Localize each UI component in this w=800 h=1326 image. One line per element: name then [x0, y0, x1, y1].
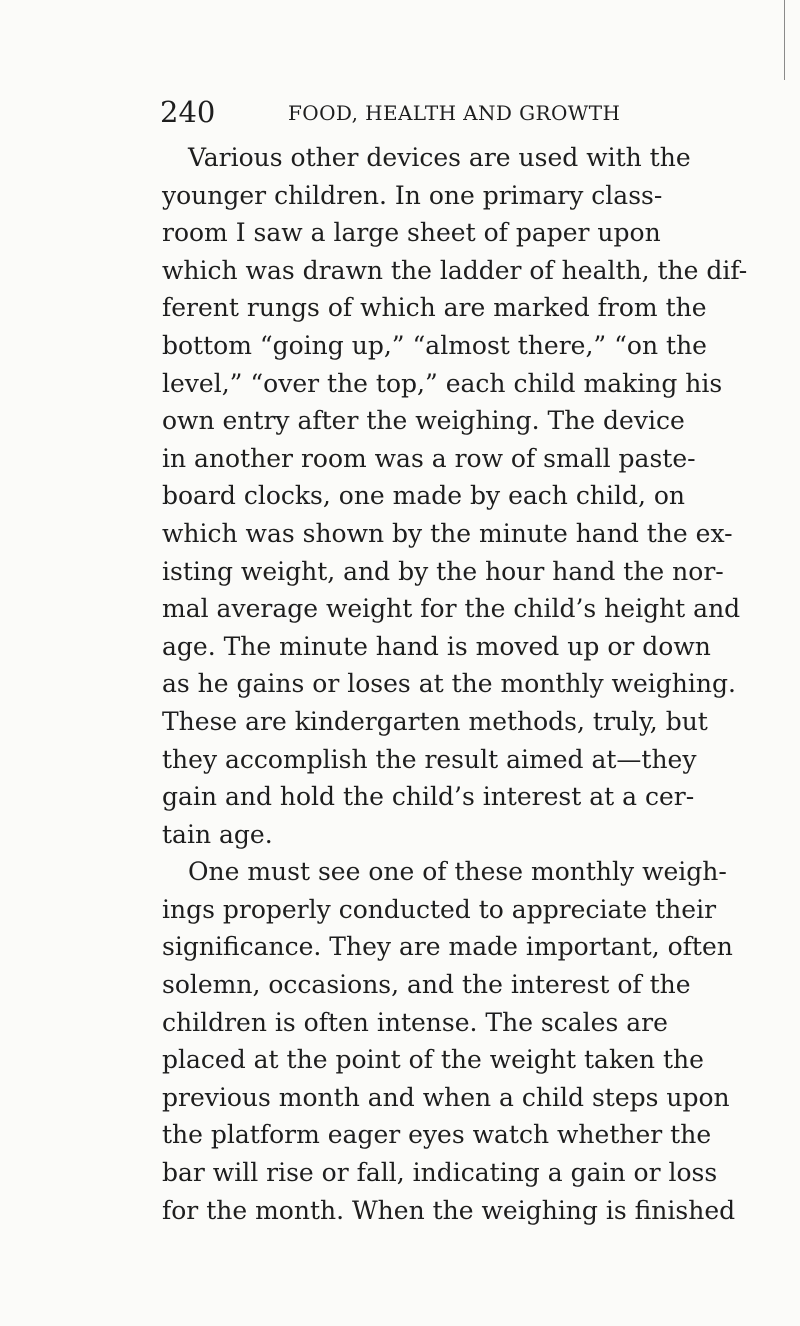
text-line: children is often intense. The scales are: [162, 1007, 668, 1037]
page-header: [160, 92, 628, 132]
text-line: for the month. When the weighing is finished: [162, 1195, 736, 1225]
text-line: ferent rungs of which are marked from the: [162, 293, 707, 323]
text-line: the platform eager eyes watch whether the: [162, 1120, 712, 1150]
text-line: gain and hold the child’s interest at a cer-: [162, 782, 695, 812]
text-line: in another room was a row of small paste-: [162, 443, 696, 473]
page-edge-mark: [784, 0, 785, 80]
text-line: solemn, occasions, and the interest of the: [162, 970, 691, 1000]
text-line: which was drawn the ladder of health, the dif-: [162, 255, 748, 285]
text-line: they accomplish the result aimed at—they: [162, 744, 697, 774]
text-line: mal average weight for the child’s height and: [162, 594, 741, 624]
text-line: bottom “going up,” “almost there,” “on the: [162, 330, 707, 360]
text-line: previous month and when a child steps upon: [162, 1082, 730, 1112]
text-line: room I saw a large sheet of paper upon: [162, 218, 661, 248]
text-line: board clocks, one made by each child, on: [162, 481, 685, 511]
text-line: tain age.: [162, 819, 273, 849]
text-line: placed at the point of the weight taken the: [162, 1045, 704, 1075]
text-line: These are kindergarten methods, truly, but: [162, 706, 708, 736]
text-line: as he gains or loses at the monthly weighing.: [162, 669, 736, 699]
page-number: 240: [160, 95, 216, 129]
text-line: Various other devices are used with the: [188, 143, 691, 172]
text-line: significance. They are made important, often: [162, 932, 733, 962]
text-line: age. The minute hand is moved up or down: [162, 631, 711, 661]
body-text: [162, 139, 748, 1229]
text-line: own entry after the weighing. The device: [162, 406, 685, 436]
text-line: which was shown by the minute hand the ex-: [162, 518, 733, 548]
text-line: isting weight, and by the hour hand the nor-: [162, 556, 724, 586]
text-line: One must see one of these monthly weigh-: [188, 857, 727, 887]
running-head: FOOD, HEALTH AND GROWTH: [288, 101, 621, 125]
text-line: ings properly conducted to appreciate their: [162, 894, 717, 924]
text-line: level,” “over the top,” each child making his: [162, 368, 723, 398]
text-line: younger children. In one primary class-: [162, 180, 663, 210]
text-line: bar will rise or fall, indicating a gain or loss: [162, 1158, 718, 1188]
